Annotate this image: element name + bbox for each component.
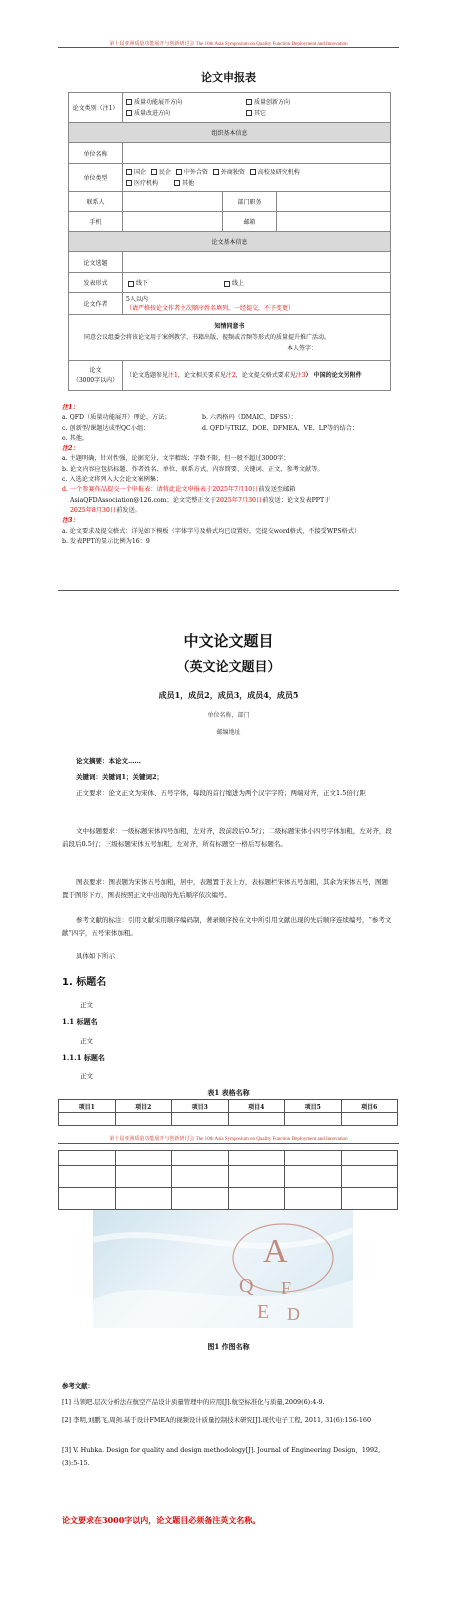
body-text: 正文	[80, 1037, 93, 1045]
svg-text:D: D	[287, 1304, 300, 1324]
keywords: 关键词：关键词1；关键词2；	[76, 773, 164, 781]
checkbox[interactable]	[246, 99, 252, 105]
references-title: 参考文献：	[62, 1382, 94, 1390]
svg-text:Q: Q	[239, 1275, 254, 1297]
phone-field[interactable]	[123, 212, 223, 232]
checkbox[interactable]	[224, 281, 230, 287]
dept-field[interactable]	[277, 192, 391, 212]
phone-label: 手机	[69, 212, 123, 232]
unit-name-label: 单位名称	[69, 143, 123, 164]
consent-text: 同意会议组委会将该论文用于案例教学、书籍出版、视频或音频等形式的质量提升推广活动。	[84, 334, 331, 341]
paper-postcode: 邮编地址	[216, 729, 241, 736]
heading-level-1: 1. 标题名	[62, 977, 107, 988]
sample-table: 项目1 项目2 项目3 项目4 项目5 项目6	[58, 1099, 398, 1126]
consent-title: 知情同意书	[214, 323, 245, 330]
figure-image	[93, 1210, 353, 1328]
body-paragraph: 参考文献的标注：引用文献采用顺序编码制，著录顺序按在文中所引用文献出现的先后顺序连续编号，“参考文献”四字，五号宋体加粗。	[62, 916, 392, 937]
reference-item: [2] 李明,刘鹏飞,周剑.基于设计FMEA的视频设计质量控制技术研究[J].现代电子工程, 2011, 31(6):156-160	[62, 1416, 372, 1424]
logo-watermark	[93, 1210, 353, 1328]
dept-label: 部门职务	[223, 192, 277, 212]
body-paragraph: 正文要求：论文正文为宋体、五号字体，每段的首行缩进为两个汉字字符；两端对齐，正文1.5倍行距	[76, 789, 366, 797]
checkbox[interactable]	[126, 110, 132, 116]
checkbox[interactable]	[250, 169, 256, 175]
page-header: 第十届亚洲质量功能展开与创新研讨会 The 10th Asia Symposium on Quality Function Deployment and Innovation	[109, 42, 348, 47]
paper-title-cn: 中文论文题目	[183, 632, 274, 650]
checkbox[interactable]	[176, 169, 182, 175]
checkbox[interactable]	[246, 110, 252, 116]
unit-name-field[interactable]	[123, 143, 391, 164]
svg-text:A: A	[263, 1233, 288, 1270]
paper-affiliation: 单位名称，部门	[207, 712, 250, 719]
application-form-table: 论文类别（注1） 质量功能展开方向 质量创新方向 质量改进方向 其它 组织基本信息 单位名称 单位类型 国企 民企 中外合资 外商独资 高校及研究机构 医疗机构 其他 联系人 部门职务 手机 邮箱 论文基本信息 论文选题 发表形式 线下 线上 论文作者 5人以内 （请严格按论文作者主次顺序姓名填列，一经提交，不予变更） 知情同意书 同意会议组委会将该论文用于案例教学、书籍出版、视频或音频等形式的质量提升推广活动。 本人签字： 论文 （3000字以内） （论文选题参见注1，论文相关要求见注2，论文提交格式要求见注3） 中国的论文另附件	[68, 92, 391, 391]
body-paragraph: 图表要求：图表题为宋体五号加粗，居中，表题置于表上方，表标题栏宋体五号加粗，其余为宋体五号，图题置于图形下方，图表按照正文中出现的先后顺序依次编号。	[62, 878, 388, 899]
header-divider	[58, 47, 399, 48]
form-page	[0, 0, 457, 600]
format-label: 发表形式	[69, 273, 123, 293]
unit-type-label: 单位类型	[69, 164, 123, 192]
svg-text:E: E	[257, 1301, 270, 1323]
page-footer-line	[58, 590, 399, 591]
paper-section-header: 论文基本信息	[69, 232, 391, 252]
checkbox[interactable]	[126, 180, 132, 186]
abstract: 论文摘要：本论文……	[76, 757, 141, 765]
reference-item: [1] 马领吧.层次分析法在航空产品设计质量管理中的应用[J].航空标准化与质量,2009(6):4-9.	[62, 1398, 325, 1406]
reference-item: [3] V. Hubka. Design for quality and design methodology[J]. Journal of Engineering Design，1992,(3):5-15.	[62, 1446, 381, 1467]
body-paragraph: 具体如下所示	[76, 952, 115, 960]
header-divider	[58, 1143, 399, 1144]
checkbox[interactable]	[174, 180, 180, 186]
svg-text:F: F	[281, 1278, 292, 1298]
paper-description: （论文选题参见注1，论文相关要求见注2，论文提交格式要求见注3） 中国的论文另附件	[123, 361, 391, 391]
contact-field[interactable]	[123, 192, 223, 212]
author-warning: （请严格按论文作者主次顺序姓名填列，一经提交，不予变更）	[126, 304, 295, 312]
form-notes: 注1： a. QFD（质量功能展开）理论、方法； b. 六西格玛（DMAIC、DFSS）； c. 创新型/课题达成型QC小组； d. QFD与TRIZ、DOE、DFMEA、VE、LP等的结合； e. 其他。 注2： a. 主题明确，针对性强，论据充分，文字精练；字数不限，但一般不超过3000字； b. 论文内容应包括标题、作者姓名、单位、联系方式、内容简要、关键词、正文、参考文献等。 c. 入选论文将列入大会论文案例集； d. 一个参赛作品提交一个申报表：请将此论文申报表于2025年7月10日前发送至邮箱 AsiaQFDAssociation@126.com；论文完整正文于2025年7月30日前发送；论文发表PPT于 2025年8月30日前发送。 注3： a. 论文要求及提交格式：详见如下模板（字体字号及格式均已设置好，完提交word格式，不接受WPS格式） b. 发表PPT的显示比例为16：9	[62, 404, 361, 545]
checkbox[interactable]	[126, 169, 132, 175]
final-requirement-note: 论文要求在3000字以内，论文题目必须备注英文名称。	[62, 1515, 261, 1525]
org-section-header: 组织基本信息	[69, 123, 391, 143]
email-label: 邮箱	[223, 212, 277, 232]
body-text: 正文	[80, 1001, 93, 1009]
checkbox[interactable]	[213, 169, 219, 175]
checkbox[interactable]	[128, 281, 134, 287]
body-paragraph: 文中标题要求：一级标题宋体四号加粗，左对齐，段前段后0.5行；二级标题宋体小四号字体加粗，左对齐，段前段后0.5行；三级标题宋体五号加粗，左对齐，所有标题空一格后写标题名。	[62, 827, 392, 848]
topic-field[interactable]	[123, 252, 391, 273]
author-label: 论文作者	[69, 293, 123, 315]
email-field[interactable]	[277, 212, 391, 232]
sample-table-continued	[58, 1150, 398, 1210]
paper-limit-label: （3000字以内）	[72, 376, 119, 384]
topic-label: 论文选题	[69, 252, 123, 273]
signature-label: 本人签字：	[286, 345, 317, 352]
paper-title-en: （英文论文题目）	[176, 660, 281, 675]
checkbox[interactable]	[126, 99, 132, 105]
checkbox[interactable]	[151, 169, 157, 175]
page-header: 第十届亚洲质量功能展开与创新研讨会 The 10th Asia Symposium on Quality Function Deployment and Innovation	[109, 1137, 348, 1142]
heading-level-2: 1.1 标题名	[62, 1017, 98, 1026]
contact-label: 联系人	[69, 192, 123, 212]
body-text: 正文	[80, 1072, 93, 1080]
table-caption: 表1 表格名称	[207, 1088, 250, 1097]
paper-authors: 成员1，成员2，成员3，成员4，成员5	[158, 690, 299, 700]
category-label: 论文类别（注1）	[69, 93, 123, 123]
paper-label: 论文	[89, 366, 102, 374]
figure-caption: 图1 作图名称	[207, 1342, 250, 1351]
heading-level-3: 1.1.1 标题名	[62, 1053, 105, 1062]
author-note: 5人以内	[126, 295, 148, 303]
form-title: 论文申报表	[201, 71, 256, 84]
